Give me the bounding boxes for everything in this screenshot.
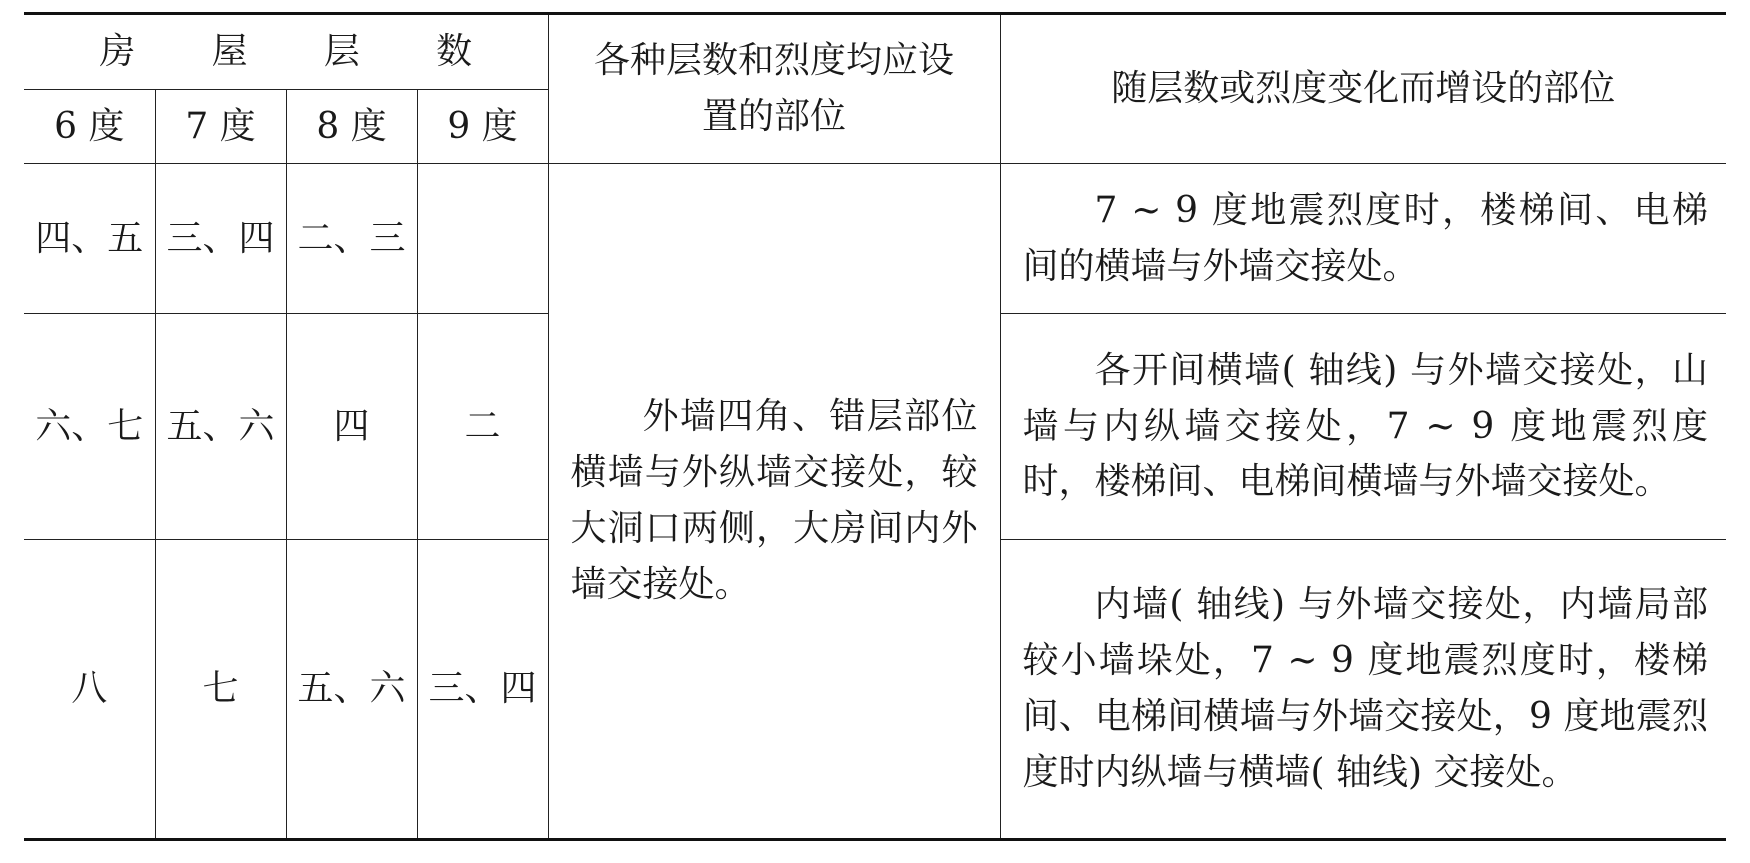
header-intensity-6: 6 度 (24, 90, 155, 164)
header-intensity-8: 8 度 (286, 90, 417, 164)
added-locations-text: 各开间横墙( 轴线) 与外墙交接处，山墙与内纵墙交接处，7 ~ 9 度地震烈度时，楼梯间、电梯间横墙与外墙交接处。 (1000, 314, 1726, 540)
header-floors-group: 房 屋 层 数 (24, 14, 548, 90)
added-locations-text: 7 ~ 9 度地震烈度时，楼梯间、电梯间的横墙与外墙交接处。 (1000, 164, 1726, 314)
cell-7deg: 七 (155, 540, 286, 840)
cell-8deg: 四 (286, 314, 417, 540)
cell-9deg (417, 164, 548, 314)
construction-column-table (24, 12, 1726, 841)
cell-8deg: 二、三 (286, 164, 417, 314)
common-locations-text: 外墙四角、错层部位横墙与外纵墙交接处，较大洞口两侧，大房间内外墙交接处。 (548, 164, 1000, 840)
cell-9deg: 二 (417, 314, 548, 540)
added-locations-text: 内墙( 轴线) 与外墙交接处，内墙局部较小墙垛处，7 ~ 9 度地震烈度时，楼梯间、电梯间横墙与外墙交接处，9 度地震烈度时内纵墙与横墙( 轴线) 交接处。 (1000, 540, 1726, 840)
cell-9deg: 三、四 (417, 540, 548, 840)
cell-7deg: 三、四 (155, 164, 286, 314)
header-intensity-9: 9 度 (417, 90, 548, 164)
cell-6deg: 八 (24, 540, 155, 840)
cell-6deg: 四、五 (24, 164, 155, 314)
cell-6deg: 六、七 (24, 314, 155, 540)
table-row (24, 164, 1726, 314)
header-common-locations: 各种层数和烈度均应设置的部位 (548, 14, 1000, 164)
cell-7deg: 五、六 (155, 314, 286, 540)
header-added-locations: 随层数或烈度变化而增设的部位 (1000, 14, 1726, 164)
header-intensity-7: 7 度 (155, 90, 286, 164)
cell-8deg: 五、六 (286, 540, 417, 840)
